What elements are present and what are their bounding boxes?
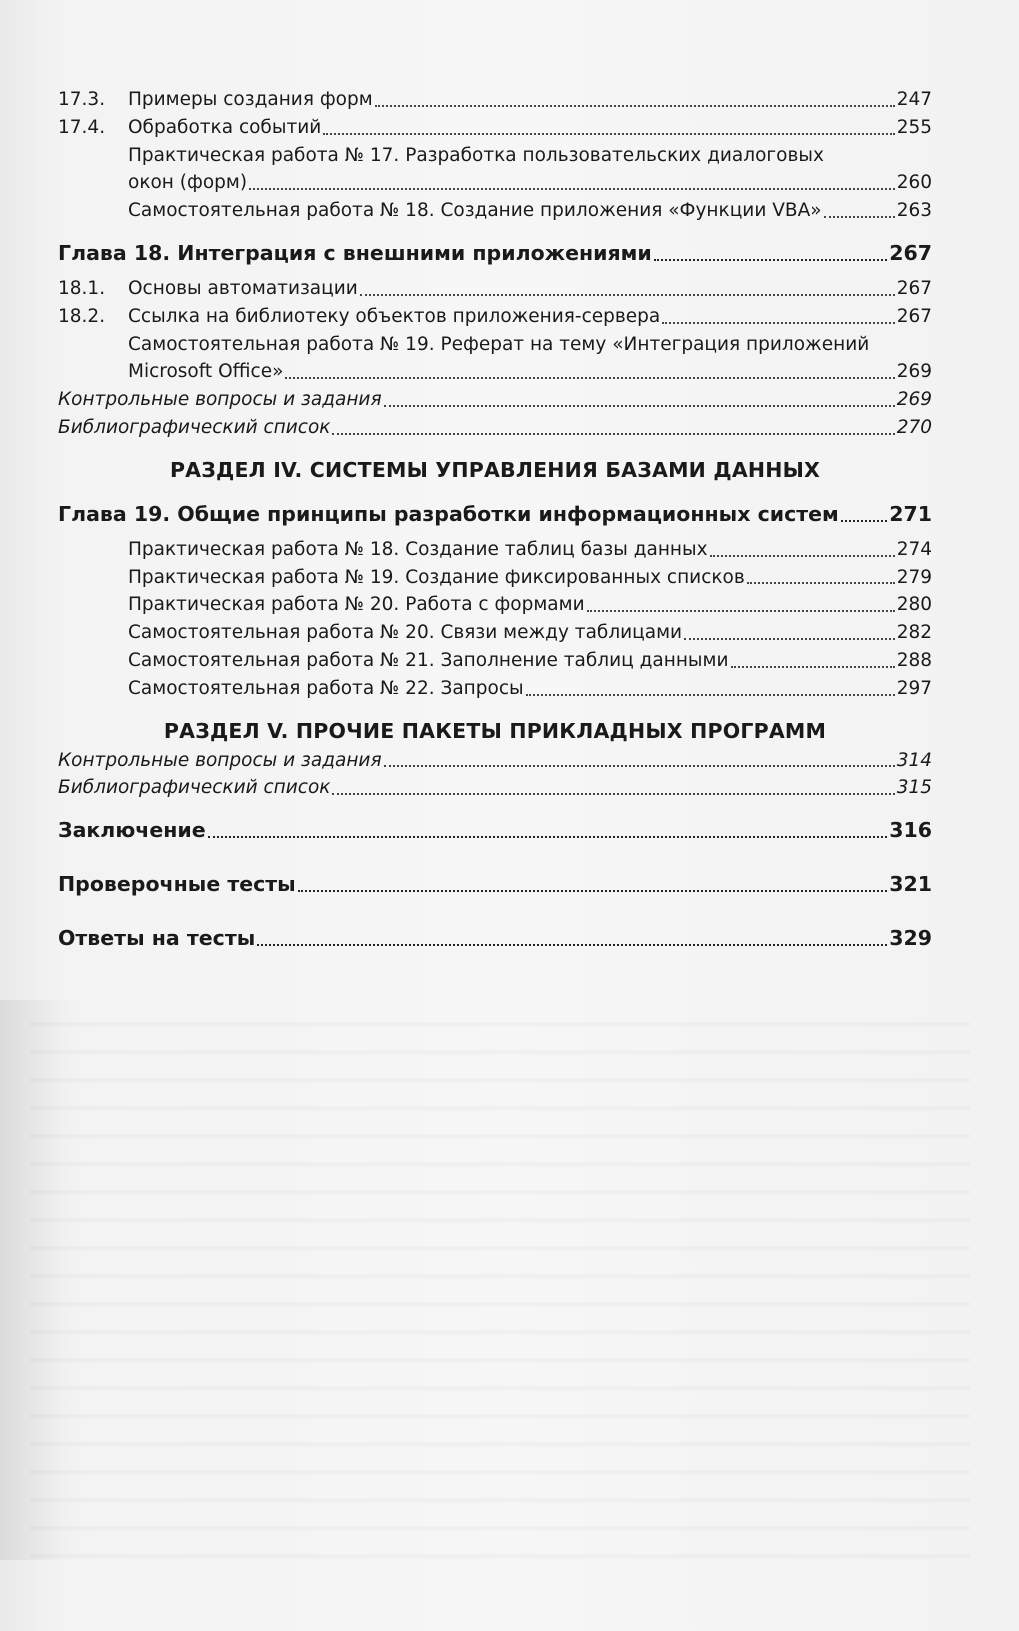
toc-entry-title: Ссылка на библиотеку объектов приложения-сервера	[128, 305, 661, 327]
toc-entry-page: 269	[896, 389, 932, 411]
dot-leader	[257, 943, 887, 946]
toc-entry-page: 269	[896, 361, 932, 383]
toc-entry-title: Обработка событий	[128, 116, 322, 138]
dot-leader	[332, 432, 894, 435]
dot-leader	[684, 637, 895, 640]
toc-entry-title: Самостоятельная работа № 22. Запросы	[128, 677, 524, 699]
toc-entry-page: 263	[896, 200, 932, 222]
toc-entry-page: 279	[896, 566, 932, 588]
dot-leader	[824, 215, 895, 218]
toc-entry	[58, 747, 932, 775]
chapter-title: Глава 19. Общие принципы разработки информационных систем	[58, 501, 839, 526]
toc-entry-number: 18.1.	[58, 277, 106, 299]
dot-leader	[841, 519, 887, 522]
dot-leader	[654, 258, 887, 261]
dot-leader	[526, 693, 895, 696]
chapter-title: Проверочные тесты	[58, 872, 296, 897]
table-of-contents	[58, 86, 932, 954]
dot-leader	[249, 187, 895, 190]
toc-entry	[58, 536, 932, 564]
toc-entry	[58, 675, 932, 703]
toc-entry-number: 18.2.	[58, 305, 106, 327]
toc-entry	[58, 591, 932, 619]
toc-entry-page: 267	[896, 277, 932, 299]
section-heading: РАЗДЕЛ IV. СИСТЕМЫ УПРАВЛЕНИЯ БАЗАМИ ДАННЫХ	[169, 457, 821, 482]
chapter-title: Заключение	[58, 818, 206, 843]
toc-chapter	[58, 498, 932, 530]
dot-leader	[298, 889, 887, 892]
toc-chapter	[58, 814, 932, 846]
dot-leader	[323, 132, 894, 135]
toc-entry-title: Библиографический список	[58, 416, 331, 438]
toc-entry-title: Самостоятельная работа № 20. Связи между таблицами	[128, 622, 683, 644]
dot-leader	[731, 665, 895, 668]
toc-entry-page: 315	[896, 777, 932, 799]
toc-entry	[58, 619, 932, 647]
toc-entry-title: Самостоятельная работа № 21. Заполнение таблиц данными	[128, 649, 729, 671]
toc-entry-number: 17.4.	[58, 116, 106, 138]
toc-entry-page: 274	[896, 538, 932, 560]
dot-leader	[384, 764, 895, 767]
toc-entry	[58, 386, 932, 414]
dot-leader	[285, 376, 894, 379]
bleed-through-texture	[30, 1000, 970, 1560]
toc-entry-title: окон (форм)	[128, 172, 248, 194]
chapter-title: Глава 18. Интеграция с внешними приложениями	[58, 240, 652, 265]
toc-entry	[58, 358, 932, 386]
toc-entry	[58, 169, 932, 197]
toc-entry-page: 270	[896, 416, 932, 438]
toc-entry-title: Самостоятельная работа № 18. Создание приложения «Функции VBA»	[128, 200, 822, 222]
toc-entry-title: Практическая работа № 18. Создание таблиц базы данных	[128, 538, 708, 560]
toc-entry-title: Примеры создания форм	[128, 89, 373, 110]
dot-leader	[662, 321, 894, 324]
toc-entry-page: 267	[896, 305, 932, 327]
toc-entry-page: 297	[896, 677, 932, 699]
toc-entry-title-line1: Самостоятельная работа № 19. Реферат на тему «Интеграция приложений	[128, 333, 870, 355]
chapter-page: 271	[889, 501, 932, 526]
toc-entry-title: Контрольные вопросы и задания	[58, 389, 382, 411]
toc-entry-title: Контрольные вопросы и задания	[58, 749, 382, 771]
toc-chapter	[58, 868, 932, 900]
dot-leader	[332, 792, 894, 795]
chapter-title: Ответы на тесты	[58, 926, 256, 951]
chapter-page: 329	[889, 926, 932, 951]
dot-leader	[360, 293, 895, 296]
toc-entry	[58, 114, 932, 142]
toc-entry-page: 288	[896, 649, 932, 671]
toc-entry-title: Практическая работа № 19. Создание фиксированных списков	[128, 566, 745, 588]
toc-entry-page: 282	[896, 622, 932, 644]
chapter-page: 316	[889, 818, 932, 843]
chapter-page: 267	[889, 240, 932, 265]
toc-chapter	[58, 237, 932, 269]
toc-entry	[58, 414, 932, 442]
dot-leader	[384, 404, 895, 407]
toc-entry-title: Microsoft Office»	[128, 361, 284, 383]
toc-entry-page: 260	[896, 172, 932, 194]
toc-entry	[58, 647, 932, 675]
toc-entry-page: 247	[896, 89, 932, 110]
toc-entry-page: 255	[896, 116, 932, 138]
dot-leader	[747, 581, 895, 584]
dot-leader	[710, 554, 895, 557]
toc-entry-page: 280	[896, 594, 932, 616]
toc-entry	[58, 86, 932, 114]
chapter-page: 321	[889, 872, 932, 897]
toc-entry	[58, 197, 932, 225]
toc-entry	[58, 303, 932, 331]
toc-entry-page: 314	[896, 749, 932, 771]
dot-leader	[587, 609, 895, 612]
section-heading: РАЗДЕЛ V. ПРОЧИЕ ПАКЕТЫ ПРИКЛАДНЫХ ПРОГРАММ	[163, 718, 827, 743]
dot-leader	[375, 104, 895, 107]
toc-entry	[58, 564, 932, 592]
toc-entry-number: 17.3.	[58, 89, 106, 110]
toc-entry-title: Практическая работа № 20. Работа с формами	[128, 594, 585, 616]
bleed-through-shadow	[0, 1000, 80, 1560]
toc-entry-title-line1: Практическая работа № 17. Разработка пользовательских диалоговых	[128, 144, 824, 166]
toc-entry	[58, 275, 932, 303]
toc-entry-title: Библиографический список	[58, 777, 331, 799]
toc-entry-title: Основы автоматизации	[128, 277, 358, 299]
toc-chapter	[58, 922, 932, 954]
dot-leader	[208, 835, 888, 838]
toc-entry	[58, 774, 932, 802]
